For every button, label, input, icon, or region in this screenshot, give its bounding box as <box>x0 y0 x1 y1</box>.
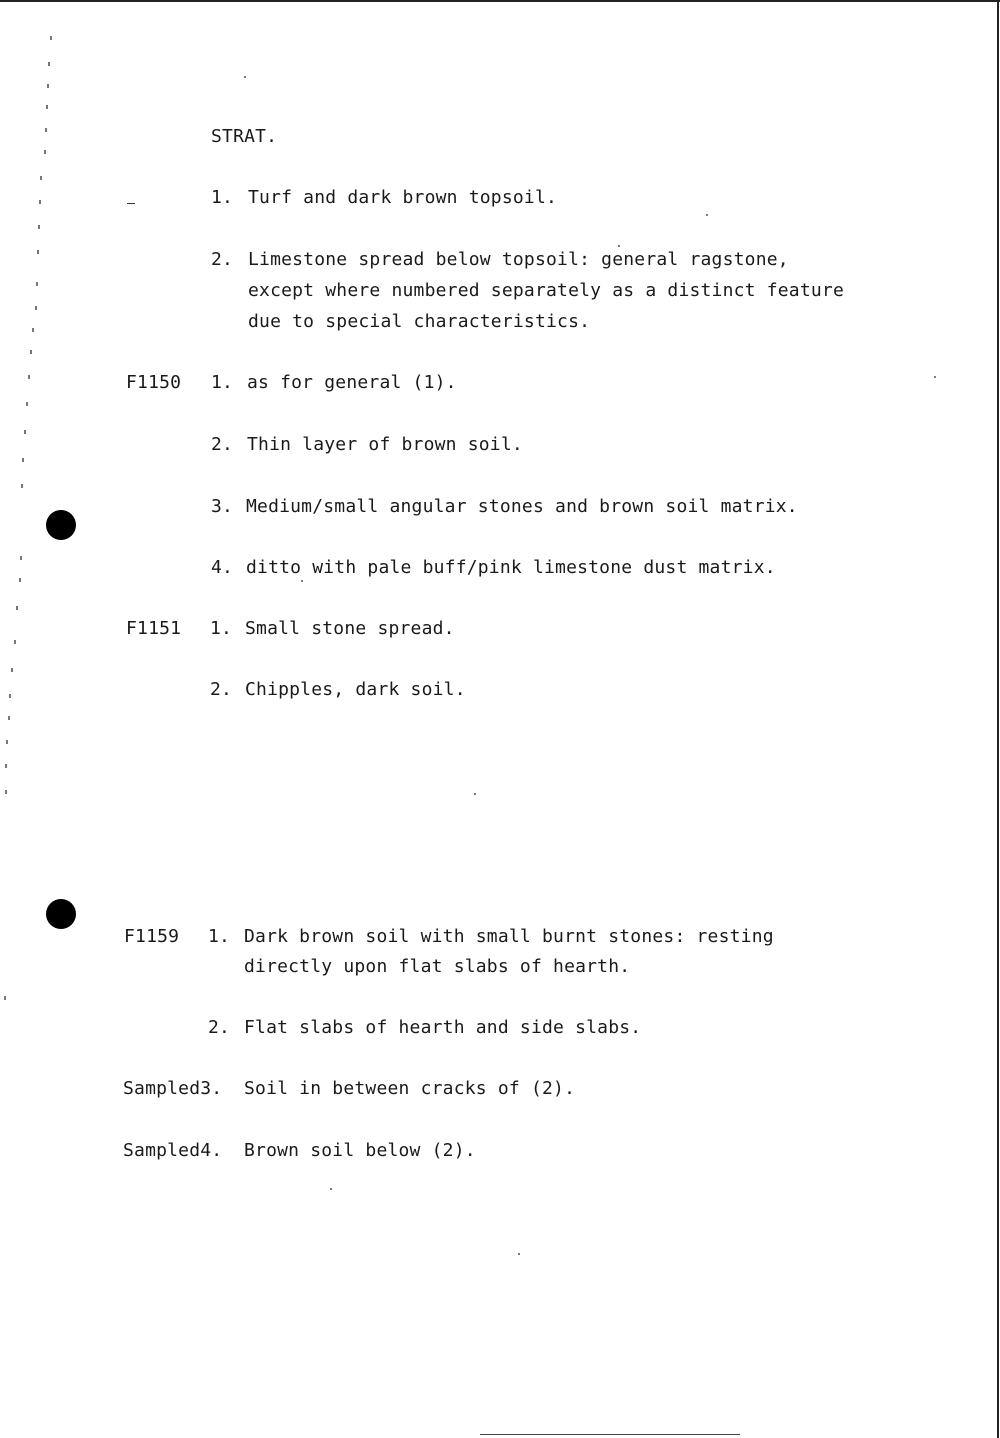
feature-item-num: 4. <box>211 557 234 578</box>
heading-strat: STRAT. <box>211 126 278 147</box>
feature-item-text: ditto with pale buff/pink limestone dust matrix. <box>246 557 776 578</box>
feature-item-num: 3. <box>211 496 234 517</box>
feature-item-text: Thin layer of brown soil. <box>247 434 523 455</box>
general-item-text: Limestone spread below topsoil: general ragstone, <box>248 249 789 270</box>
general-item-text: except where numbered separately as a distinct feature <box>248 280 844 301</box>
feature-item-text: as for general (1). <box>247 372 457 393</box>
general-item-num: 1. <box>211 187 234 208</box>
feature-item-text: directly upon flat slabs of hearth. <box>244 956 631 977</box>
page-right-edge <box>997 0 999 1438</box>
general-item-text: Turf and dark brown topsoil. <box>248 187 558 208</box>
margin-dash <box>127 203 135 204</box>
punch-hole-lower <box>46 899 76 929</box>
feature-item-num: 1. <box>210 618 233 639</box>
feature-item-num: 2. <box>211 434 234 455</box>
sampled-text: Brown soil below (2). <box>244 1140 476 1161</box>
feature-item-text: Flat slabs of hearth and side slabs. <box>244 1017 642 1038</box>
feature-item-num: 1. <box>208 926 231 947</box>
punch-hole-upper <box>46 510 76 540</box>
sampled-text: Soil in between cracks of (2). <box>244 1078 576 1099</box>
feature-item-num: 2. <box>208 1017 231 1038</box>
feature-item-text: Small stone spread. <box>245 618 455 639</box>
feature-label: F1151 <box>126 618 182 639</box>
page-top-edge <box>0 0 1000 2</box>
sampled-prefix: Sampled3. <box>123 1078 223 1099</box>
feature-item-num: 2. <box>210 679 233 700</box>
feature-item-text: Medium/small angular stones and brown soil matrix. <box>246 496 798 517</box>
feature-item-text: Chipples, dark soil. <box>245 679 466 700</box>
feature-item-num: 1. <box>211 372 234 393</box>
page-bottom-edge <box>480 1434 740 1435</box>
general-item-num: 2. <box>211 249 234 270</box>
general-item-text: due to special characteristics. <box>248 311 591 332</box>
sampled-prefix: Sampled4. <box>123 1140 223 1161</box>
feature-item-text: Dark brown soil with small burnt stones: resting <box>244 926 774 947</box>
feature-label: F1150 <box>126 372 182 393</box>
feature-label: F1159 <box>124 926 180 947</box>
